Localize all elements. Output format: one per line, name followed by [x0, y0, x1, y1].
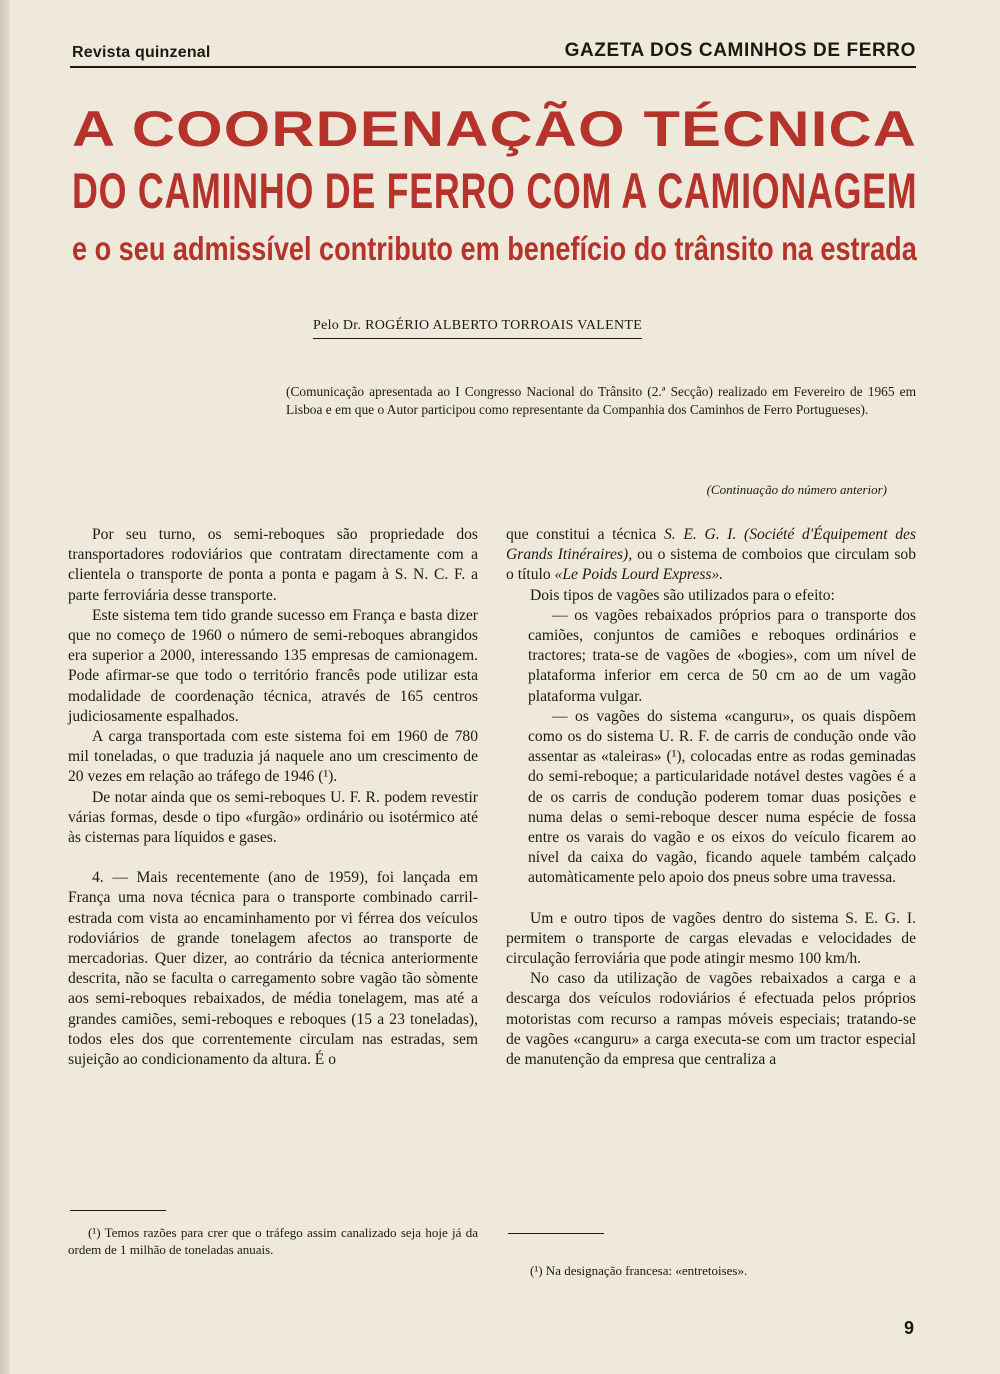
paragraph	[506, 525, 916, 586]
paragraph: 4. — Mais recentemente (ano de 1959), foi lançada em França uma nova técnica para o transporte combinado carril-estrada com vista ao encaminhamento por vi férrea dos veículos rodoviários de grande tonelagem afectos ao transporte de mercadorias. Quer dizer, ao contrário da técnica anteriormente descrita, não se faculta o carregamento sobre vagão tão sòmente aos semi-reboques rebaixados, de média tonelagem, mas até a grandes camiões, semi-reboques e reboques (15 a 23 toneladas), todos eles dos que correntemente circulam nas estradas, sem sujeição ao condicionamento da altura. É o	[68, 869, 478, 1069]
page-number: 9	[903, 1318, 914, 1338]
author-byline: Pelo Dr. ROGÉRIO ALBERTO TORROAIS VALENTE	[313, 318, 642, 339]
header-divider	[70, 66, 916, 68]
paragraph: De notar ainda que os semi-reboques U. F. R. podem revestir várias formas, desde o tipo «furgão» ordinário ou isotérmico até às cisternas para líquidos e gases.	[68, 788, 478, 847]
left-column	[68, 525, 478, 1070]
paragraph: Dois tipos de vagões são utilizados para o efeito:	[530, 586, 835, 604]
italic-term: «Le Poids Lourd Express».	[554, 566, 724, 584]
footnote-divider	[70, 1210, 166, 1211]
footnote-divider	[508, 1233, 604, 1234]
page-edge	[0, 0, 10, 1374]
right-column	[506, 525, 916, 1070]
paragraph: No caso da utilização de vagões rebaixados a carga e a descarga dos veículos rodoviários é efectuada pelos próprios motoristas com recurso a rampas móveis especiais; tratando-se de vagões «canguru» a carga executa-se com um tractor especial de manutenção da empresa que centraliza a	[506, 970, 916, 1069]
italic-term: S. E. G. I. (Société d'Équipement des Grands Itinéraires),	[506, 526, 916, 564]
header-journal-name: GAZETA DOS CAMINHOS DE FERRO	[564, 40, 916, 61]
list-item: — os vagões rebaixados próprios para o transporte dos camiões, conjuntos de camiões e reboques ordinários e tractores; trata-se de vagões de «bogies», com um nível de plataforma inferior em cerca de 50 cm ao de um vagão plataforma vulgar.	[528, 606, 916, 705]
text-run: ou o sistema de comboios que circulam sob o título	[506, 546, 916, 584]
footnote-left	[68, 1224, 478, 1258]
header-magazine-frequency: Revista quinzenal	[72, 44, 211, 61]
article-title-line-2: DO CAMINHO DE FERRO COM A CAMIONAGEM	[72, 163, 918, 219]
paragraph: Este sistema tem tido grande sucesso em França e basta dizer que no começo de 1960 o número de semi-reboques abrangidos era superior a 2000, interessando 135 empresas de camionagem. Pode afirmar-se que todo o território francês pode utilizar esta modalidade de coordenação técnica, através de 165 centros judiciosamente espalhados.	[68, 606, 478, 725]
list-item: — os vagões do sistema «canguru», os quais dispõem como os do sistema U. R. F. de carris de condução onde vão assentar as «taleiras» (¹), colocadas entre as rodas geminadas do semi-reboque; a particularidade notável destes vagões é a de os carris de condução poderem tomar duas posições e numa delas o semi-reboque descer numa espécie de fossa entre os varais do vagão e os eixos do veículo ficarem ao nível da caixa do vagão, ficando aquele também calçado automàticamente pelo apoio dos pneus sobre uma travessa.	[528, 707, 916, 887]
paragraph: Por seu turno, os semi-reboques são propriedade dos transportadores rodoviários que contratam directamente com a clientela o transporte de ponta a ponta e pagam à S. N. C. F. a parte ferroviária desse transporte.	[68, 526, 478, 604]
paragraph: Um e outro tipos de vagões dentro do sistema S. E. G. I. permitem o transporte de cargas elevadas e velocidades de circulação ferroviária que pode atingir mesmo 100 km/h.	[506, 909, 916, 968]
footnote-right: (¹) Na designação francesa: «entretoises».	[530, 1263, 748, 1278]
presentation-note: (Comunicação apresentada ao I Congresso Nacional do Trânsito (2.ª Secção) realizado em Fevereiro de 1965 em Lisboa e em que o Autor participou como representante da Companhia dos Caminhos de Ferro Portugueses).	[286, 384, 916, 417]
article-title-line-1: A COORDENAÇÃO TÉCNICA	[72, 101, 918, 157]
continuation-note: (Continuação do número anterior)	[706, 482, 887, 497]
text-run: que constitui a técnica	[506, 526, 657, 543]
paragraph: A carga transportada com este sistema foi em 1960 de 780 mil toneladas, o que traduzia já naquele ano um crescimento de 20 vezes em relação ao tráfego de 1946 (¹).	[68, 728, 478, 786]
article-subtitle: e o seu admissível contributo em benefício do trânsito na estrada	[72, 230, 917, 267]
footnote-text: (¹) Temos razões para crer que o tráfego assim canalizado seja hoje já da ordem de 1 milhão de toneladas anuais.	[68, 1225, 478, 1257]
